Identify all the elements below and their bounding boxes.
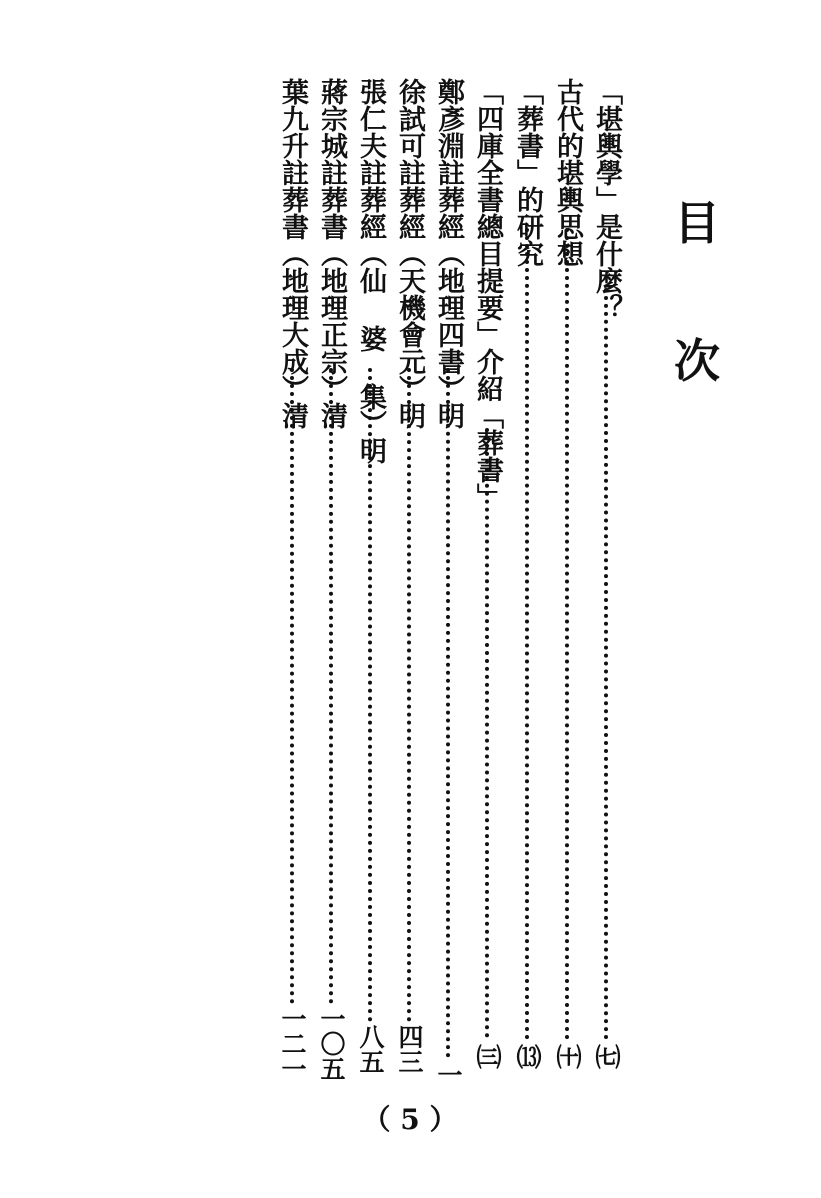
toc-entry: [549, 78, 585, 1078]
toc-entry: [430, 78, 466, 1087]
toc-entry: [274, 78, 310, 1081]
toc-entry-page: ㈩: [553, 1044, 582, 1069]
toc-entry-page: 一二一: [278, 1006, 307, 1081]
toc-leader-dots: [290, 368, 294, 1004]
toc-entry-title: 葉九升註葬書（地理大成）清: [277, 78, 308, 429]
toc-entry-title: 「葬書」的研究: [512, 78, 543, 267]
toc-entry-title: 「堪輿學」是什麼？: [591, 78, 622, 321]
toc-leader-dots: [368, 368, 372, 1022]
toc-entry-title: 蔣宗城註葬書（地理正宗）清: [316, 78, 347, 429]
toc-entry-page: 八五: [356, 1024, 385, 1074]
toc-leader-dots: [604, 288, 608, 1040]
toc-entry-title: 「四庫全書總目提要」介紹「葬書」: [472, 78, 503, 510]
toc-entry-page: 一〇五: [317, 1006, 346, 1081]
toc-leader-dots: [446, 368, 450, 1058]
toc-leader-dots: [525, 228, 529, 1040]
toc-entry-page: 一: [434, 1062, 463, 1087]
toc-entry: [588, 78, 624, 1078]
toc-entry-title: 鄭彥淵註葬經（地理四書）明: [433, 78, 464, 429]
toc-entry: [313, 78, 349, 1081]
toc-entry-title: 張仁夫註葬經（仙 婆 集）明: [355, 78, 386, 464]
toc-entry-page: ㈢: [473, 1044, 502, 1069]
toc-entry: [391, 78, 427, 1078]
toc-entry-title: 徐試可註葬經（天機會元）明: [394, 78, 425, 429]
page-number: （ 5 ）: [362, 1103, 458, 1136]
toc-entry: [352, 78, 388, 1078]
toc-leader-dots: [485, 428, 489, 1038]
title-mu: 目: [674, 196, 720, 250]
toc-leader-dots: [329, 368, 333, 1004]
toc-leader-dots: [565, 228, 569, 1040]
title-ci: 次: [674, 334, 720, 388]
toc-entry: [509, 78, 545, 1078]
toc-entry: [469, 78, 505, 1078]
toc-leader-dots: [407, 368, 411, 1022]
toc-entry-page: ㈦: [592, 1044, 621, 1069]
toc-entry-page: 四三: [395, 1024, 424, 1074]
toc-entry-title: 古代的堪輿思想: [552, 78, 583, 267]
toc-entry-page: ⒀: [513, 1044, 542, 1069]
